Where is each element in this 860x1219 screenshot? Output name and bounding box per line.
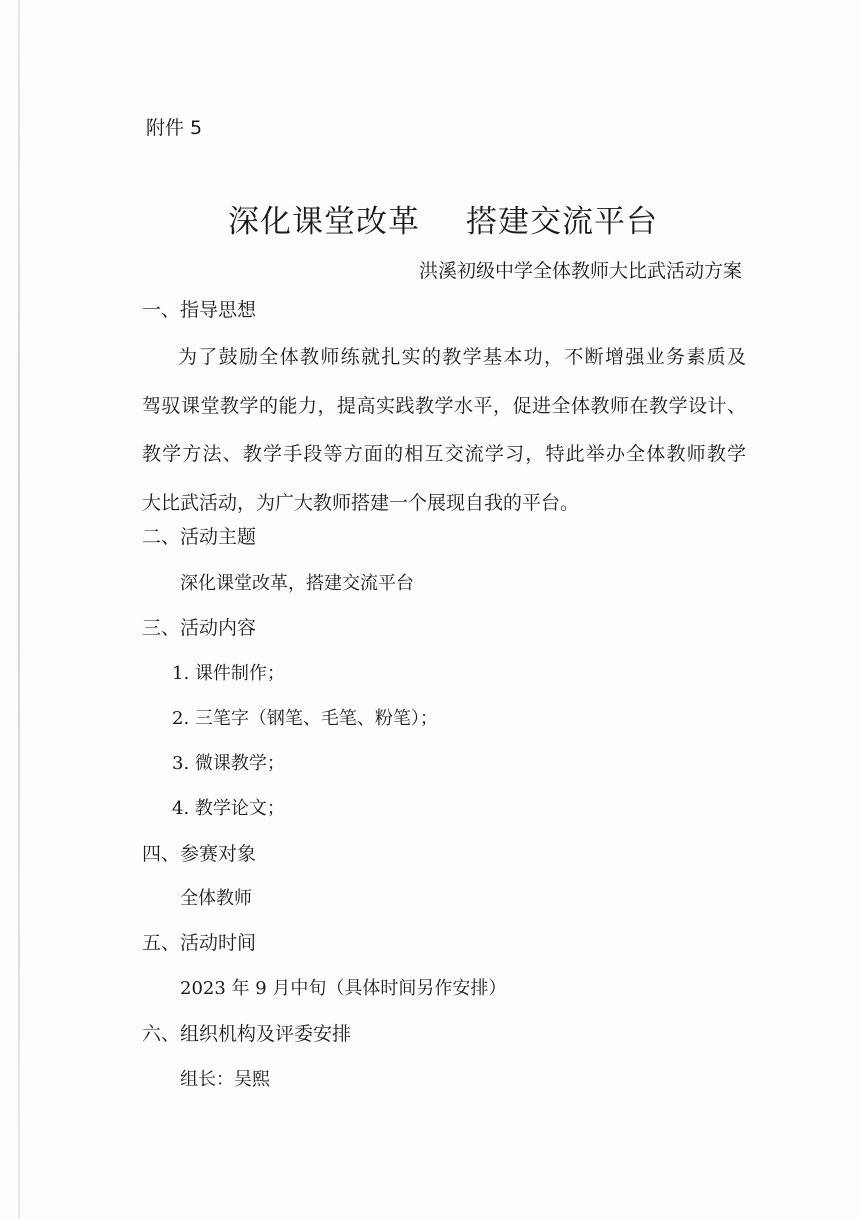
list-item: 4. 教学论文； [172,798,285,819]
time-text: 2023 年 9 月中旬（具体时间另作安排） [180,978,507,999]
participants-text: 全体教师 [180,888,252,909]
list-item: 1. 课件制作； [172,663,285,684]
section-heading-participants: 四、参赛对象 [142,843,257,865]
paragraph-line: 大比武活动，为广大教师搭建一个展现自我的平台。 [142,491,580,514]
list-item: 3. 微课教学； [172,753,285,774]
paragraph-line: 教学方法、教学手段等方面的相互交流学习，特此举办全体教师教学 [142,443,746,465]
organization-leader-text: 组长：吴熙 [180,1069,270,1090]
document-subtitle: 洪溪初级中学全体教师大比武活动方案 [418,260,742,282]
paragraph-line: 为了鼓励全体教师练就扎实的教学基本功，不断增强业务素质及 [178,346,746,368]
section-heading-guiding-thought: 一、指导思想 [142,299,257,321]
title-part-2: 搭建交流平台 [466,204,658,240]
section-heading-content: 三、活动内容 [142,617,257,639]
section-heading-time: 五、活动时间 [142,932,257,954]
theme-text: 深化课堂改革，搭建交流平台 [180,573,414,594]
paragraph-line: 驾驭课堂教学的能力，提高实践教学水平，促进全体教师在教学设计、 [142,394,746,417]
section-heading-theme: 二、活动主题 [142,526,257,548]
list-item: 2. 三笔字（钢笔、毛笔、粉笔）； [172,708,438,729]
scan-edge-shadow [18,0,20,1219]
attachment-label: 附件 5 [146,117,203,139]
section-paragraph-guiding-thought [142,333,746,527]
title-part-1: 深化课堂改革 [228,204,420,240]
section-heading-organization: 六、组织机构及评委安排 [142,1023,352,1045]
document-title [228,196,658,241]
